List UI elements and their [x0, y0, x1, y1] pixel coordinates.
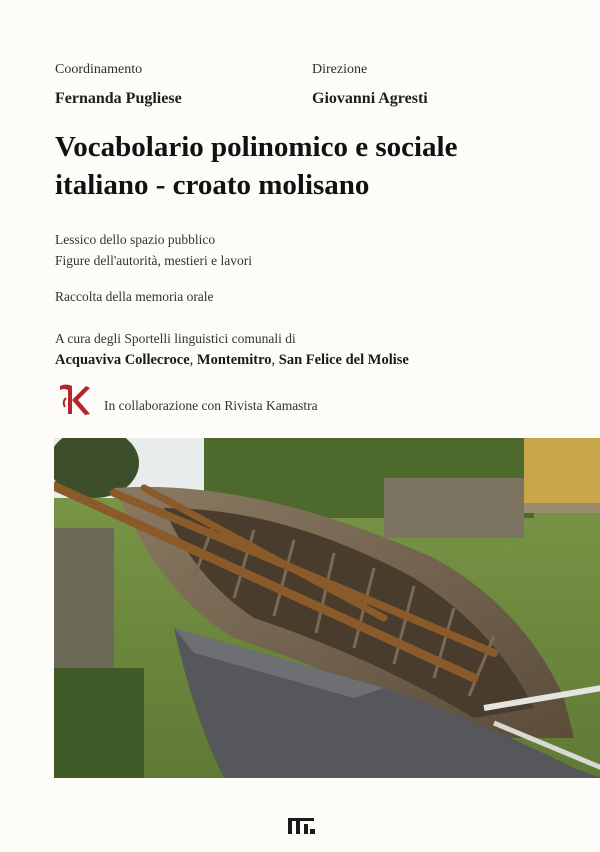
publisher-logo-icon	[286, 814, 316, 836]
place-san-felice: San Felice del Molise	[278, 352, 409, 368]
place-montemitro: Montemitro	[196, 352, 272, 368]
subtitle-line-3: Raccolta della memoria orale	[55, 289, 214, 304]
title-line-1: Vocabolario polinomico e sociale	[55, 131, 458, 163]
kamastra-logo-icon	[56, 380, 94, 418]
place-separator: ,	[189, 352, 197, 368]
curators-places	[55, 352, 409, 369]
coordination-label: Coordinamento	[55, 62, 143, 77]
title-line-2: italiano - croato molisano	[55, 169, 370, 201]
place-separator: ,	[271, 352, 279, 368]
collaboration-text: In collaborazione con Rivista Kamastra	[104, 398, 318, 413]
book-title	[55, 128, 575, 204]
boat-photo	[54, 438, 600, 778]
subtitle-line-1: Lessico dello spazio pubblico	[55, 232, 216, 247]
director-name: Giovanni Agresti	[312, 90, 428, 107]
coordinator-name: Fernanda Pugliese	[55, 90, 182, 107]
curators-intro: A cura degli Sportelli linguistici comunali di	[55, 331, 296, 346]
direction-label: Direzione	[312, 62, 368, 77]
subtitle-line-2: Figure dell'autorità, mestieri e lavori	[55, 253, 252, 268]
place-acquaviva: Acquaviva Collecroce	[55, 352, 190, 368]
